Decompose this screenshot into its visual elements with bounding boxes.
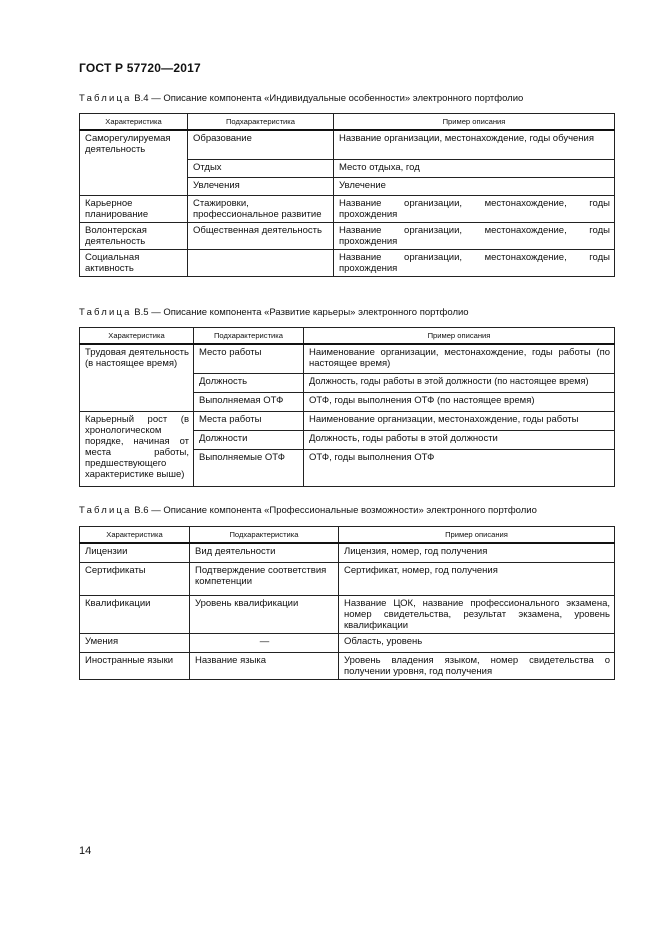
cell-example: ОТФ, годы выполнения ОТФ (по настоящее время) bbox=[304, 393, 615, 412]
cell-characteristic: Саморегулируемая деятельность bbox=[80, 130, 188, 196]
table-row bbox=[80, 223, 615, 250]
cell-subcharacteristic: Отдых bbox=[188, 160, 334, 178]
table-row bbox=[80, 344, 615, 374]
table-row bbox=[80, 596, 615, 634]
column-header: Пример описания bbox=[339, 527, 615, 544]
cell-example: Наименование организации, местонахождение, годы работы bbox=[304, 412, 615, 431]
cell-subcharacteristic: Стажировки, профессиональное развитие bbox=[188, 196, 334, 223]
column-header: Подхарактеристика bbox=[188, 114, 334, 131]
cell-characteristic: Карьерный рост (в хронологическом порядке, начиная от места работы, предшествующего характеристике выше) bbox=[80, 412, 194, 487]
cell-characteristic: Волонтерская деятельность bbox=[80, 223, 188, 250]
cell-subcharacteristic bbox=[188, 250, 334, 277]
cell-subcharacteristic: Уровень квалификации bbox=[190, 596, 339, 634]
cell-subcharacteristic: — bbox=[190, 634, 339, 653]
table-b5-caption-text: В.5 — Описание компонента «Развитие карьеры» электронного портфолио bbox=[131, 307, 469, 318]
cell-characteristic: Сертификаты bbox=[80, 563, 190, 596]
table-row bbox=[80, 130, 615, 160]
table-row bbox=[80, 196, 615, 223]
cell-example: Сертификат, номер, год получения bbox=[339, 563, 615, 596]
cell-example: Должность, годы работы в этой должности bbox=[304, 431, 615, 450]
cell-subcharacteristic: Подтверждение соответствия компетенции bbox=[190, 563, 339, 596]
column-header: Пример описания bbox=[304, 328, 615, 345]
cell-example: Название организации, местонахождение, годы прохождения bbox=[334, 196, 615, 223]
table-row bbox=[80, 563, 615, 596]
cell-characteristic: Умения bbox=[80, 634, 190, 653]
cell-example: Уровень владения языком, номер свидетельства о получении уровня, год получения bbox=[339, 653, 615, 680]
page-number: 14 bbox=[79, 845, 92, 857]
cell-characteristic: Трудовая деятельность (в настоящее время) bbox=[80, 344, 194, 412]
column-header: Характеристика bbox=[80, 527, 190, 544]
table-header-row bbox=[80, 328, 615, 345]
cell-subcharacteristic: Должность bbox=[194, 374, 304, 393]
table-header-row bbox=[80, 527, 615, 544]
cell-subcharacteristic: Название языка bbox=[190, 653, 339, 680]
table-b4 bbox=[79, 113, 615, 277]
document-code: ГОСТ Р 57720—2017 bbox=[79, 61, 201, 75]
table-row bbox=[80, 634, 615, 653]
cell-example: Название организации, местонахождение, годы обучения bbox=[334, 130, 615, 160]
cell-example: ОТФ, годы выполнения ОТФ bbox=[304, 450, 615, 487]
cell-subcharacteristic: Общественная деятельность bbox=[188, 223, 334, 250]
cell-characteristic: Социальная активность bbox=[80, 250, 188, 277]
cell-characteristic: Лицензии bbox=[80, 543, 190, 563]
cell-example: Лицензия, номер, год получения bbox=[339, 543, 615, 563]
table-b5-caption-prefix: Таблица bbox=[79, 307, 132, 318]
cell-subcharacteristic: Должности bbox=[194, 431, 304, 450]
table-row bbox=[80, 250, 615, 277]
cell-example: Область, уровень bbox=[339, 634, 615, 653]
column-header: Характеристика bbox=[80, 328, 194, 345]
cell-subcharacteristic: Выполняемые ОТФ bbox=[194, 450, 304, 487]
cell-example: Место отдыха, год bbox=[334, 160, 615, 178]
table-b6 bbox=[79, 526, 615, 680]
cell-subcharacteristic: Вид деятельности bbox=[190, 543, 339, 563]
cell-example: Наименование организации, местонахождение, годы работы (по настоящее время) bbox=[304, 344, 615, 374]
cell-example: Должность, годы работы в этой должности (по настоящее время) bbox=[304, 374, 615, 393]
table-b5 bbox=[79, 327, 615, 487]
table-b4-caption-text: В.4 — Описание компонента «Индивидуальные особенности» электронного портфолио bbox=[131, 93, 524, 104]
table-b6-caption bbox=[79, 505, 537, 516]
cell-characteristic: Иностранные языки bbox=[80, 653, 190, 680]
cell-subcharacteristic: Место работы bbox=[194, 344, 304, 374]
cell-example: Название организации, местонахождение, годы прохождения bbox=[334, 223, 615, 250]
cell-example: Увлечение bbox=[334, 178, 615, 196]
table-b4-caption-prefix: Таблица bbox=[79, 93, 132, 104]
cell-example: Название ЦОК, название профессионального экзамена, номер свидетельства, результат экзамена, уровень квалификации bbox=[339, 596, 615, 634]
table-b6-caption-text: В.6 — Описание компонента «Профессиональные возможности» электронного портфолио bbox=[131, 505, 537, 516]
table-header-row bbox=[80, 114, 615, 131]
table-b5-caption bbox=[79, 307, 469, 318]
cell-characteristic: Квалификации bbox=[80, 596, 190, 634]
column-header: Характеристика bbox=[80, 114, 188, 131]
table-row bbox=[80, 412, 615, 431]
column-header: Подхарактеристика bbox=[190, 527, 339, 544]
column-header: Пример описания bbox=[334, 114, 615, 131]
table-b4-caption bbox=[79, 93, 523, 104]
table-row bbox=[80, 653, 615, 680]
table-b6-caption-prefix: Таблица bbox=[79, 505, 132, 516]
cell-subcharacteristic: Выполняемая ОТФ bbox=[194, 393, 304, 412]
cell-example: Название организации, местонахождение, годы прохождения bbox=[334, 250, 615, 277]
cell-subcharacteristic: Места работы bbox=[194, 412, 304, 431]
cell-subcharacteristic: Увлечения bbox=[188, 178, 334, 196]
table-row bbox=[80, 543, 615, 563]
cell-characteristic: Карьерное планирование bbox=[80, 196, 188, 223]
column-header: Подхарактеристика bbox=[194, 328, 304, 345]
cell-subcharacteristic: Образование bbox=[188, 130, 334, 160]
